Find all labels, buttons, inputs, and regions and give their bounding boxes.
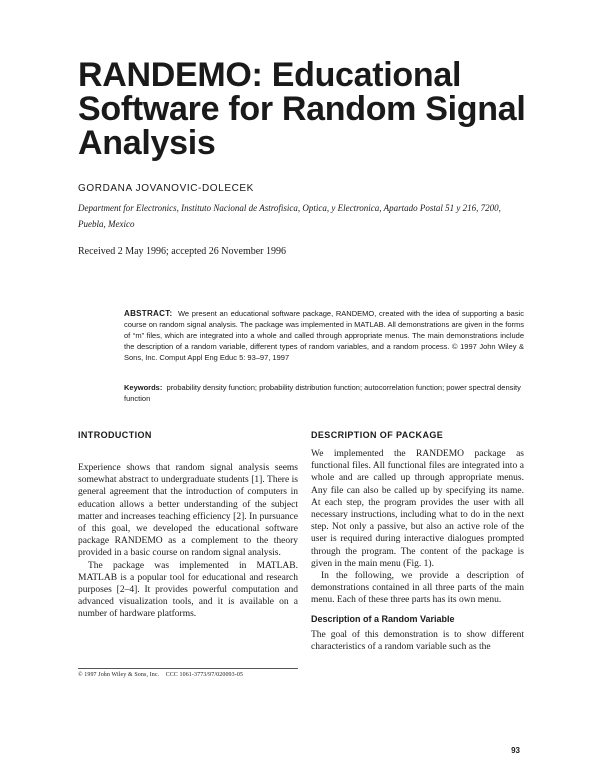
keywords-text: probability density function; probability distribution function; autocorrelation function; power spectral density function — [124, 383, 521, 403]
received-dates: Received 2 May 1996; accepted 26 November 1996 — [78, 246, 286, 257]
left-column-body — [78, 462, 298, 621]
right-column-body — [311, 448, 524, 607]
keywords-block — [124, 382, 524, 404]
footnote-divider — [78, 668, 298, 669]
copyright-footnote: © 1997 John Wiley & Sons, Inc. CCC 1061-3773/97/020093-05 — [78, 672, 244, 678]
section-heading-introduction: INTRODUCTION — [78, 430, 152, 440]
abstract-block — [124, 308, 524, 363]
subsection-heading: Description of a Random Variable — [311, 614, 455, 624]
abstract-text: We present an educational software package, RANDEMO, created with the idea of supporting a basic course on random signal analysis. The package was implemented in MATLAB. All demonstrations are given in the forms of “m” files, which are integrated into a whole and called through appropriate menus. The main demonstrations include the description of a random variable, different types of random variables, and a random process. © 1997 John Wiley & Sons, Inc. Comput Appl Eng Educ 5: 93–97, 1997 — [124, 309, 524, 362]
author-name: GORDANA JOVANOVIC-DOLECEK — [78, 183, 254, 194]
keywords-label: Keywords: — [124, 383, 163, 392]
paragraph: The goal of this demonstration is to show different characteristics of a random variable such as the — [311, 630, 524, 653]
paragraph: In the following, we provide a description of demonstrations contained in all three parts of the main menu. Each of these three parts has its own menu. — [311, 571, 524, 606]
section-heading-description: DESCRIPTION OF PACKAGE — [311, 430, 444, 440]
paragraph: The package was implemented in MATLAB. MATLAB is a popular tool for educational and research purposes [2–4]. It provides powerful computation and advanced visualization tools, and it is available on a number of hardware platforms. — [78, 560, 298, 620]
paper-title: RANDEMO: Educational Software for Random Signal Analysis — [78, 56, 526, 162]
abstract-label: ABSTRACT: — [124, 309, 173, 318]
paragraph: Experience shows that random signal analysis seems somewhat abstract to undergraduate students [1]. There is general agreement that the introduction of computers in education allows a better understanding of the subject matter and increases teaching efficiency [2]. In pursuance of this goal, we developed the educational software package RANDEMO as a complement to the theory provided in a basic course on random signal analysis. — [78, 463, 298, 559]
author-affiliation: Department for Electronics, Instituto Nacional de Astrofisica, Optica, y Electronica, Apartado Postal 51 y 216, 7200, Puebla, Mexico — [78, 203, 501, 229]
page-number: 93 — [511, 746, 520, 755]
right-column-continuation — [311, 629, 524, 653]
paragraph: We implemented the RANDEMO package as functional files. All functional files are integrated into a whole and are called up through appropriate menus. Any file can also be called up by specifying its name. At each step, the program provides the user with all necessary instructions, including what to do in the next step. Not only a passive, but also an active role of the user is required during interactive dialogues prompted through the program. The content of the package is given in the main menu (Fig. 1). — [311, 449, 524, 569]
